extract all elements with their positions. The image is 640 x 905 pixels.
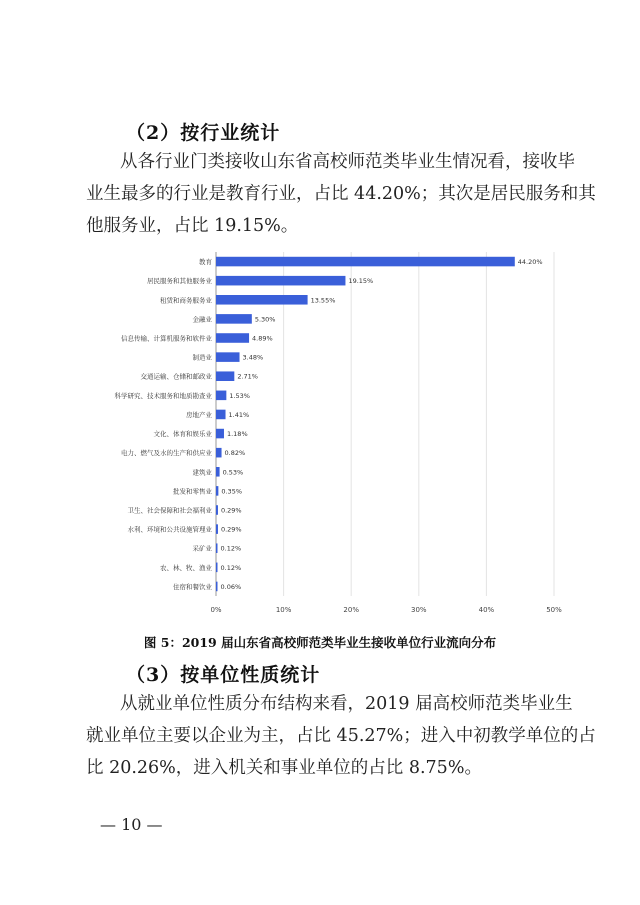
- value-label: 1.53%: [229, 391, 250, 400]
- value-label: 19.15%: [348, 277, 374, 286]
- bar: [216, 448, 222, 458]
- value-label: 1.41%: [228, 410, 250, 419]
- bar: [216, 257, 515, 267]
- category-label: 卫生、社会保障和社会福利业: [127, 506, 212, 515]
- category-label: 农、林、牧、渔业: [160, 563, 212, 572]
- bar: [216, 563, 218, 573]
- x-tick-label: 10%: [275, 606, 292, 614]
- paragraph-industry: [86, 146, 596, 242]
- category-label: 金融业: [192, 315, 212, 324]
- category-label: 房地产业: [186, 410, 212, 419]
- value-label: 5.30%: [254, 315, 276, 324]
- x-tick-label: 0%: [210, 606, 222, 614]
- value-label: 3.48%: [242, 353, 264, 362]
- bar: [216, 467, 220, 477]
- paragraph-line: 业生最多的行业是教育行业，占比 44.20%；其次是居民服务和其: [86, 184, 596, 204]
- category-label: 科学研究、技术服务和地质勘查业: [114, 391, 212, 400]
- category-label: 采矿业: [192, 544, 212, 553]
- value-label: 0.29%: [220, 506, 242, 515]
- category-label: 建筑业: [192, 468, 212, 477]
- value-label: 0.35%: [221, 487, 243, 496]
- bar: [216, 276, 345, 286]
- value-label: 44.20%: [517, 258, 543, 267]
- paragraph-line: 就业单位主要以企业为主，占比 45.27%；进入中初教学单位的占: [86, 726, 596, 746]
- category-label: 制造业: [192, 353, 212, 362]
- paragraph-line: 从各行业门类接收山东省高校师范类毕业生情况看，接收毕: [120, 152, 575, 172]
- category-label: 居民服务和其他服务业: [147, 277, 212, 286]
- x-tick-label: 30%: [411, 606, 427, 614]
- paragraph-unit-type: [86, 688, 596, 784]
- value-label: 0.12%: [220, 563, 242, 572]
- category-label: 住宿和餐饮业: [173, 582, 212, 591]
- value-label: 0.29%: [220, 525, 242, 534]
- x-tick-label: 20%: [343, 606, 359, 614]
- chart-svg: [86, 244, 566, 622]
- bar: [216, 486, 218, 496]
- bar: [216, 391, 226, 401]
- industry-bar-chart: [86, 244, 566, 622]
- value-label: 0.82%: [224, 449, 246, 458]
- bar: [216, 582, 218, 592]
- value-label: 13.55%: [310, 296, 336, 305]
- bar: [216, 524, 218, 534]
- x-tick-label: 40%: [478, 606, 495, 614]
- page-number: — 10 —: [100, 815, 163, 834]
- bar: [216, 333, 249, 343]
- bar: [216, 429, 224, 439]
- category-label: 教育: [199, 258, 212, 267]
- category-label: 电力、燃气及水的生产和供应业: [121, 449, 212, 458]
- paragraph-line: 比 20.26%，进入机关和事业单位的占比 8.75%。: [86, 758, 482, 778]
- bar: [216, 314, 252, 324]
- value-label: 4.89%: [252, 334, 273, 343]
- bar: [216, 410, 226, 420]
- value-label: 1.18%: [226, 430, 248, 439]
- section-heading-unit-type: （3）按单位性质统计: [126, 664, 321, 686]
- value-label: 0.53%: [222, 468, 244, 477]
- value-label: 2.71%: [237, 372, 258, 381]
- bar: [216, 371, 234, 381]
- paragraph-line: 从就业单位性质分布结构来看，2019 届高校师范类毕业生: [120, 694, 573, 714]
- section-heading-industry: （2）按行业统计: [126, 122, 281, 144]
- category-label: 交通运输、仓储和邮政业: [140, 372, 212, 381]
- bar: [216, 543, 218, 553]
- bar: [216, 295, 308, 305]
- category-label: 信息传输、计算机服务和软件业: [121, 334, 212, 343]
- category-label: 文化、体育和娱乐业: [153, 430, 212, 439]
- bar: [216, 505, 218, 515]
- value-label: 0.12%: [220, 544, 242, 553]
- x-tick-label: 50%: [546, 606, 562, 614]
- value-label: 0.06%: [220, 582, 242, 591]
- figure-caption: 图 5：2019 届山东省高校师范类毕业生接收单位行业流向分布: [143, 635, 497, 650]
- category-label: 水利、环境和公共设施管理业: [127, 525, 212, 534]
- paragraph-line: 他服务业，占比 19.15%。: [86, 216, 299, 236]
- category-label: 批发和零售业: [173, 487, 212, 496]
- bar: [216, 352, 240, 362]
- category-label: 租赁和商务服务业: [160, 296, 212, 305]
